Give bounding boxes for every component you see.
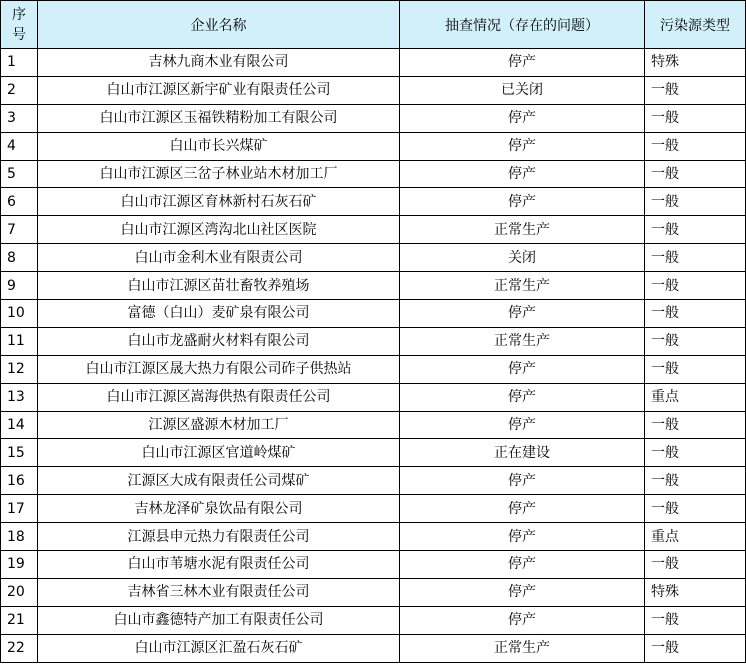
row-pollution-type-cell: 一般 xyxy=(645,300,746,328)
row-pollution-type-cell: 重点 xyxy=(645,523,746,551)
row-status-cell: 停产 xyxy=(400,411,645,439)
row-serial-cell: 9 xyxy=(1,272,38,300)
row-enterprise-name-cell: 白山市江源区嵩海供热有限责任公司 xyxy=(38,383,400,411)
row-status-cell: 停产 xyxy=(400,606,645,634)
row-pollution-type-cell: 一般 xyxy=(645,551,746,579)
row-serial-cell: 20 xyxy=(1,578,38,606)
row-serial-cell: 11 xyxy=(1,327,38,355)
row-serial-cell: 4 xyxy=(1,132,38,160)
row-status-cell: 停产 xyxy=(400,383,645,411)
row-serial-cell: 13 xyxy=(1,383,38,411)
row-serial-cell: 19 xyxy=(1,551,38,579)
row-enterprise-name-cell: 白山市长兴煤矿 xyxy=(38,132,400,160)
table-row xyxy=(1,634,746,662)
row-serial-cell: 16 xyxy=(1,467,38,495)
row-pollution-type-cell: 特殊 xyxy=(645,49,746,77)
table-body xyxy=(1,49,746,663)
row-status-cell: 关闭 xyxy=(400,244,645,272)
row-status-cell: 正常生产 xyxy=(400,634,645,662)
row-pollution-type-cell: 一般 xyxy=(645,76,746,104)
row-pollution-type-cell: 特殊 xyxy=(645,578,746,606)
row-pollution-type-cell: 一般 xyxy=(645,132,746,160)
row-status-cell: 正常生产 xyxy=(400,327,645,355)
row-status-cell: 正常生产 xyxy=(400,272,645,300)
header-row xyxy=(1,1,746,49)
table-row xyxy=(1,244,746,272)
row-enterprise-name-cell: 江源区盛源木材加工厂 xyxy=(38,411,400,439)
row-status-cell: 停产 xyxy=(400,49,645,77)
header-inspection-status: 抽查情况（存在的问题） xyxy=(400,1,645,49)
row-enterprise-name-cell: 白山市江源区育林新村石灰石矿 xyxy=(38,188,400,216)
table-row xyxy=(1,411,746,439)
table-row xyxy=(1,300,746,328)
row-pollution-type-cell: 一般 xyxy=(645,439,746,467)
row-enterprise-name-cell: 白山市鑫德特产加工有限责任公司 xyxy=(38,606,400,634)
row-serial-cell: 8 xyxy=(1,244,38,272)
row-pollution-type-cell: 一般 xyxy=(645,188,746,216)
table-row xyxy=(1,272,746,300)
row-status-cell: 正在建设 xyxy=(400,439,645,467)
row-pollution-type-cell: 一般 xyxy=(645,160,746,188)
row-serial-cell: 3 xyxy=(1,104,38,132)
row-serial-cell: 1 xyxy=(1,49,38,77)
header-serial-line2: 号 xyxy=(12,26,26,43)
row-serial-cell: 18 xyxy=(1,523,38,551)
row-enterprise-name-cell: 吉林省三林木业有限责任公司 xyxy=(38,578,400,606)
row-pollution-type-cell: 一般 xyxy=(645,467,746,495)
header-serial-number xyxy=(1,1,38,49)
row-enterprise-name-cell: 富德（白山）麦矿泉有限公司 xyxy=(38,300,400,328)
table-row xyxy=(1,104,746,132)
row-enterprise-name-cell: 白山市江源区官道岭煤矿 xyxy=(38,439,400,467)
row-serial-cell: 22 xyxy=(1,634,38,662)
row-pollution-type-cell: 一般 xyxy=(645,634,746,662)
row-pollution-type-cell: 重点 xyxy=(645,383,746,411)
table-row xyxy=(1,383,746,411)
row-enterprise-name-cell: 江源区大成有限责任公司煤矿 xyxy=(38,467,400,495)
table-row xyxy=(1,551,746,579)
row-pollution-type-cell: 一般 xyxy=(645,495,746,523)
row-status-cell: 停产 xyxy=(400,523,645,551)
table-row xyxy=(1,49,746,77)
table-row xyxy=(1,467,746,495)
row-enterprise-name-cell: 白山市龙盛耐火材料有限公司 xyxy=(38,327,400,355)
row-pollution-type-cell: 一般 xyxy=(645,244,746,272)
table-row xyxy=(1,216,746,244)
table-row xyxy=(1,495,746,523)
row-enterprise-name-cell: 白山市江源区玉福铁精粉加工有限公司 xyxy=(38,104,400,132)
table-row xyxy=(1,132,746,160)
row-status-cell: 停产 xyxy=(400,132,645,160)
row-status-cell: 停产 xyxy=(400,551,645,579)
table-row xyxy=(1,327,746,355)
row-enterprise-name-cell: 白山市江源区晟大热力有限公司砟子供热站 xyxy=(38,355,400,383)
row-pollution-type-cell: 一般 xyxy=(645,327,746,355)
table-row xyxy=(1,578,746,606)
row-status-cell: 停产 xyxy=(400,467,645,495)
row-serial-cell: 15 xyxy=(1,439,38,467)
table-row xyxy=(1,523,746,551)
table-row xyxy=(1,160,746,188)
table-row xyxy=(1,355,746,383)
row-pollution-type-cell: 一般 xyxy=(645,355,746,383)
row-status-cell: 停产 xyxy=(400,104,645,132)
row-serial-cell: 21 xyxy=(1,606,38,634)
table-row xyxy=(1,76,746,104)
row-enterprise-name-cell: 白山市江源区苗壮畜牧养殖场 xyxy=(38,272,400,300)
row-enterprise-name-cell: 吉林龙泽矿泉饮品有限公司 xyxy=(38,495,400,523)
table-row xyxy=(1,188,746,216)
row-status-cell: 正常生产 xyxy=(400,216,645,244)
row-status-cell: 停产 xyxy=(400,188,645,216)
row-enterprise-name-cell: 吉林九商木业有限公司 xyxy=(38,49,400,77)
header-enterprise-name: 企业名称 xyxy=(38,1,400,49)
row-enterprise-name-cell: 江源县申元热力有限责任公司 xyxy=(38,523,400,551)
row-serial-cell: 5 xyxy=(1,160,38,188)
row-enterprise-name-cell: 白山市江源区三岔子林业站木材加工厂 xyxy=(38,160,400,188)
row-pollution-type-cell: 一般 xyxy=(645,606,746,634)
row-pollution-type-cell: 一般 xyxy=(645,272,746,300)
row-serial-cell: 2 xyxy=(1,76,38,104)
row-pollution-type-cell: 一般 xyxy=(645,216,746,244)
row-enterprise-name-cell: 白山市金利木业有限责公司 xyxy=(38,244,400,272)
row-enterprise-name-cell: 白山市江源区汇盈石灰石矿 xyxy=(38,634,400,662)
row-enterprise-name-cell: 白山市江源区湾沟北山社区医院 xyxy=(38,216,400,244)
header-serial-line1: 序 xyxy=(12,6,26,23)
row-pollution-type-cell: 一般 xyxy=(645,411,746,439)
row-serial-cell: 14 xyxy=(1,411,38,439)
row-serial-cell: 7 xyxy=(1,216,38,244)
row-status-cell: 停产 xyxy=(400,160,645,188)
row-enterprise-name-cell: 白山市苇塘水泥有限责任公司 xyxy=(38,551,400,579)
row-pollution-type-cell: 一般 xyxy=(645,104,746,132)
row-status-cell: 停产 xyxy=(400,300,645,328)
row-status-cell: 停产 xyxy=(400,495,645,523)
table-row xyxy=(1,439,746,467)
row-serial-cell: 10 xyxy=(1,300,38,328)
row-status-cell: 已关闭 xyxy=(400,76,645,104)
row-serial-cell: 6 xyxy=(1,188,38,216)
table-header xyxy=(1,1,746,49)
header-pollution-type: 污染源类型 xyxy=(645,1,746,49)
row-serial-cell: 17 xyxy=(1,495,38,523)
row-status-cell: 停产 xyxy=(400,578,645,606)
table-row xyxy=(1,606,746,634)
row-status-cell: 停产 xyxy=(400,355,645,383)
row-serial-cell: 12 xyxy=(1,355,38,383)
row-enterprise-name-cell: 白山市江源区新宇矿业有限责任公司 xyxy=(38,76,400,104)
